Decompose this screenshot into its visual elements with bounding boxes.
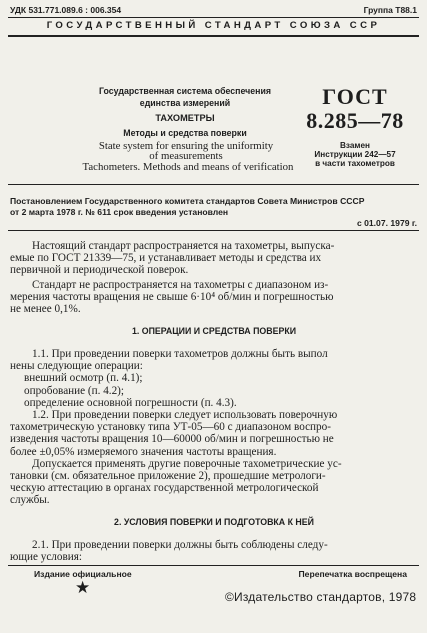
text-line: не менее 0,1%. [10,303,81,316]
official-edition-label: Издание официальное [34,569,132,579]
system-name-line2: единства измерений [139,98,231,108]
decree-bottom-rule [8,230,419,231]
replaces-line1: Взамен [340,141,370,150]
text-line: нены следующие операции: [10,360,143,373]
decree-top-rule [8,184,419,185]
scope-paragraph [10,279,418,316]
text-line: 1.1. При проведении поверки тахометров должны быть выпол [32,348,328,360]
udk-code: УДК 531.771.089.6 : 006.354 [10,5,122,15]
star-icon: ★ [75,578,91,597]
text-line: первичной и периодической поверок. [10,264,189,277]
copyright-notice: ©Издательство стандартов, 1978 [225,590,417,604]
section-2-body [10,539,418,563]
text-line: тановки (см. обязательное приложение 2), прошедшие метрологи- [10,470,326,483]
footer-rule [8,565,419,566]
gost-number: 8.285—78 [306,108,404,133]
text-line: Допускается применять другие поверочные тахометрические ус- [32,457,342,470]
text-line: службы. [10,494,50,507]
list-item: определение основной погрешности (п. 4.3). [24,396,237,409]
section-2-heading: 2. УСЛОВИЯ ПОВЕРКИ И ПОДГОТОВКА К НЕЙ [114,517,314,527]
english-title-line1: State system for ensuring the uniformity [98,140,274,152]
text-line: ческую аттестацию в органах государственной метрологической [10,482,319,495]
text-line: ющие условия: [10,551,82,564]
text-line: мерения частоты вращения не свыше 6·10⁴ об/мин и погрешностью [10,291,334,304]
intro-paragraph [10,240,418,277]
gov-standard-title: ГОСУДАРСТВЕННЫЙ СТАНДАРТ СОЮЗА ССР [46,20,381,31]
standard-subtitle: Методы и средства поверки [123,128,247,138]
gov-title-rule [8,35,419,37]
section-1-body [10,348,418,507]
decree-line1: Постановлением Государственного комитета стандартов Совета Министров СССР [10,196,365,206]
text-line: Настоящий стандарт распространяется на тахометры, выпуска- [32,240,335,252]
list-item: опробование (п. 4.2); [24,384,125,397]
top-rule [8,17,419,18]
replaces-line2: Инструкции 242—57 [314,150,396,159]
text-line: 2.1. При проведении поверки должны быть соблюдены следу- [32,539,328,551]
text-line: тахометрическую установку типа УТ-05—60 с диапазоном воспро- [10,421,331,434]
text-line: 1.2. При проведении поверки следует использовать поверочную [32,409,338,422]
gost-label: ГОСТ [322,84,388,109]
text-line: Стандарт не распространяется на тахометры с диапазоном из- [32,279,329,291]
text-line: емые по ГОСТ 21339—75, и устанавливает методы и средства их [10,252,322,265]
decree-line2: от 2 марта 1978 г. № 611 срок введения установлен [10,207,229,217]
group-code: Группа Т88.1 [363,5,417,15]
english-title-line2: of measurements [149,150,223,162]
section-1-heading: 1. ОПЕРАЦИИ И СРЕДСТВА ПОВЕРКИ [131,326,297,336]
list-item: внешний осмотр (п. 4.1); [24,372,143,385]
text-line: более ±0,05% измеряемого значения частоты вращения. [10,445,277,458]
standard-title: ТАХОМЕТРЫ [155,113,215,123]
system-name-line1: Государственная система обеспечения [98,86,272,96]
reprint-prohibited-label: Перепечатка воспрещена [298,569,407,579]
replaces-line3: в части тахометров [315,159,395,168]
text-line: изведения частоты вращения 10—60000 об/мин и погрешностью не [10,433,334,446]
effective-date: с 01.07. 1979 г. [356,218,417,228]
english-title-line3: Tachometers. Methods and means of verification [82,161,294,173]
